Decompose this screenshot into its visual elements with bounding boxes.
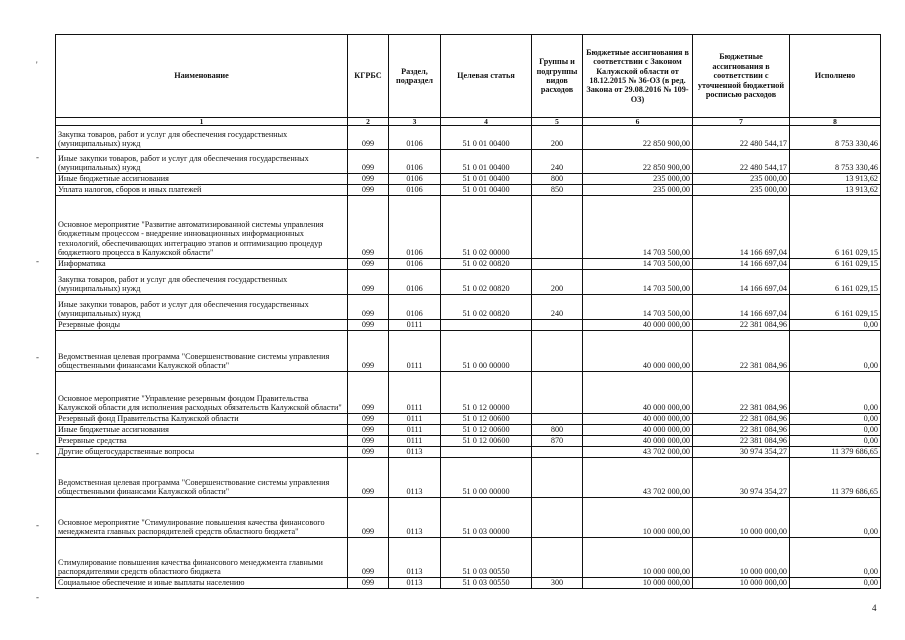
row-kgrbs: 099: [348, 126, 389, 150]
row-expense-group: 240: [532, 295, 583, 320]
row-target-article: [441, 447, 532, 458]
column-number: 5: [532, 118, 583, 126]
row-section: 0113: [389, 538, 441, 578]
row-expense-group: [532, 447, 583, 458]
column-number: 2: [348, 118, 389, 126]
row-target-article: 51 0 01 00400: [441, 126, 532, 150]
row-executed: 13 913,62: [790, 174, 881, 185]
row-expense-group: [532, 372, 583, 414]
row-name: Резервные средства: [56, 436, 348, 447]
margin-mark: ': [36, 60, 38, 70]
row-section: 0113: [389, 458, 441, 498]
table-row: [56, 372, 881, 414]
row-expense-group: 800: [532, 174, 583, 185]
header-budget-law: Бюджетные ассигнования в соответствии с Законом Калужской области от 18.12.2015 № 36-ОЗ (в ред. Закона от 29.08.2016 № 109-ОЗ): [583, 35, 693, 118]
row-budget-roster: 10 000 000,00: [693, 538, 790, 578]
row-budget-roster: 10 000 000,00: [693, 498, 790, 538]
row-section: 0113: [389, 498, 441, 538]
row-kgrbs: 099: [348, 320, 389, 331]
row-name: Основное мероприятие "Стимулирование повышения качества финансового менеджмента главных распорядителей средств областного бюджета": [56, 498, 348, 538]
row-name: Резервный фонд Правительства Калужской области: [56, 414, 348, 425]
row-target-article: 51 0 00 00000: [441, 331, 532, 372]
table-row: [56, 259, 881, 270]
row-budget-law: 40 000 000,00: [583, 372, 693, 414]
header-budget-roster: Бюджетные ассигнования в соответствии с уточненной бюджетной росписью расходов: [693, 35, 790, 118]
row-name: Уплата налогов, сборов и иных платежей: [56, 185, 348, 196]
row-executed: 0,00: [790, 498, 881, 538]
row-budget-roster: 10 000 000,00: [693, 578, 790, 589]
row-executed: 0,00: [790, 538, 881, 578]
row-kgrbs: 099: [348, 196, 389, 259]
row-expense-group: [532, 331, 583, 372]
table-row: [56, 538, 881, 578]
table-row: [56, 436, 881, 447]
row-expense-group: 800: [532, 425, 583, 436]
row-executed: 0,00: [790, 414, 881, 425]
row-name: Иные бюджетные ассигнования: [56, 425, 348, 436]
row-kgrbs: 099: [348, 174, 389, 185]
row-section: 0111: [389, 414, 441, 425]
row-expense-group: 870: [532, 436, 583, 447]
row-section: 0106: [389, 174, 441, 185]
row-target-article: 51 0 03 00000: [441, 498, 532, 538]
row-name: Резервные фонды: [56, 320, 348, 331]
row-name: Основное мероприятие "Развитие автоматизированной системы управления бюджетным процессом - внедрение инновационных информационных технологий, обеспечивающих интеграцию этапов и оптимизацию процедур бюджетного процесса в Калужской области": [56, 196, 348, 259]
row-name: Другие общегосударственные вопросы: [56, 447, 348, 458]
row-kgrbs: 099: [348, 331, 389, 372]
column-number: 4: [441, 118, 532, 126]
row-budget-law: 22 850 900,00: [583, 126, 693, 150]
row-budget-roster: 22 381 084,96: [693, 436, 790, 447]
margin-mark: -: [36, 256, 39, 266]
table-row: [56, 270, 881, 295]
row-budget-law: 14 703 500,00: [583, 196, 693, 259]
page-number: 4: [872, 603, 877, 613]
margin-mark: -: [36, 352, 39, 362]
row-section: 0111: [389, 425, 441, 436]
row-section: 0113: [389, 447, 441, 458]
row-target-article: 51 0 00 00000: [441, 458, 532, 498]
row-expense-group: [532, 414, 583, 425]
column-number: 6: [583, 118, 693, 126]
budget-table: [55, 34, 881, 589]
header-target-article: Целевая статья: [441, 35, 532, 118]
margin-mark: -: [36, 520, 39, 530]
row-section: 0106: [389, 126, 441, 150]
row-kgrbs: 099: [348, 538, 389, 578]
header-row: [56, 35, 881, 118]
margin-mark: -: [36, 448, 39, 458]
row-budget-law: 40 000 000,00: [583, 414, 693, 425]
row-kgrbs: 099: [348, 150, 389, 174]
row-expense-group: [532, 498, 583, 538]
header-executed: Исполнено: [790, 35, 881, 118]
row-budget-roster: 235 000,00: [693, 185, 790, 196]
row-budget-roster: 14 166 697,04: [693, 295, 790, 320]
row-expense-group: [532, 320, 583, 331]
row-expense-group: 200: [532, 270, 583, 295]
row-budget-law: 40 000 000,00: [583, 320, 693, 331]
row-section: 0106: [389, 185, 441, 196]
row-target-article: 51 0 01 00400: [441, 150, 532, 174]
table-row: [56, 150, 881, 174]
row-budget-law: 10 000 000,00: [583, 498, 693, 538]
column-number: 8: [790, 118, 881, 126]
row-target-article: 51 0 02 00820: [441, 270, 532, 295]
row-target-article: 51 0 03 00550: [441, 538, 532, 578]
row-name: Ведомственная целевая программа "Совершенствование системы управления общественными финансами Калужской области": [56, 458, 348, 498]
row-executed: 0,00: [790, 425, 881, 436]
row-target-article: 51 0 03 00550: [441, 578, 532, 589]
row-budget-roster: 22 381 084,96: [693, 425, 790, 436]
row-executed: 8 753 330,46: [790, 150, 881, 174]
table-row: [56, 196, 881, 259]
row-budget-roster: 30 974 354,27: [693, 458, 790, 498]
row-kgrbs: 099: [348, 185, 389, 196]
row-budget-law: 235 000,00: [583, 185, 693, 196]
row-target-article: 51 0 01 00400: [441, 185, 532, 196]
row-kgrbs: 099: [348, 436, 389, 447]
row-target-article: 51 0 12 00600: [441, 414, 532, 425]
row-name: Иные закупки товаров, работ и услуг для обеспечения государственных (муниципальных) нужд: [56, 150, 348, 174]
row-name: Иные бюджетные ассигнования: [56, 174, 348, 185]
row-executed: 11 379 686,65: [790, 447, 881, 458]
header-expense-group: Группы и подгруппы видов расходов: [532, 35, 583, 118]
row-section: 0106: [389, 295, 441, 320]
row-budget-law: 10 000 000,00: [583, 578, 693, 589]
row-executed: 13 913,62: [790, 185, 881, 196]
row-executed: 0,00: [790, 372, 881, 414]
table-body: [56, 126, 881, 589]
row-budget-roster: 22 381 084,96: [693, 331, 790, 372]
row-expense-group: [532, 538, 583, 578]
row-budget-roster: 22 381 084,96: [693, 372, 790, 414]
row-section: 0113: [389, 578, 441, 589]
header-section: Раздел, подраздел: [389, 35, 441, 118]
row-name: Закупка товаров, работ и услуг для обеспечения государственных (муниципальных) нужд: [56, 270, 348, 295]
row-kgrbs: 099: [348, 425, 389, 436]
row-executed: 0,00: [790, 331, 881, 372]
row-budget-law: 235 000,00: [583, 174, 693, 185]
row-section: 0111: [389, 331, 441, 372]
table-row: [56, 126, 881, 150]
row-expense-group: [532, 259, 583, 270]
table-row: [56, 425, 881, 436]
row-name: Информатика: [56, 259, 348, 270]
row-name: Закупка товаров, работ и услуг для обеспечения государственных (муниципальных) нужд: [56, 126, 348, 150]
row-budget-law: 14 703 500,00: [583, 295, 693, 320]
row-section: 0111: [389, 436, 441, 447]
row-name: Иные закупки товаров, работ и услуг для обеспечения государственных (муниципальных) нужд: [56, 295, 348, 320]
row-budget-roster: 14 166 697,04: [693, 196, 790, 259]
row-name: Социальное обеспечение и иные выплаты населению: [56, 578, 348, 589]
row-kgrbs: 099: [348, 372, 389, 414]
row-expense-group: 240: [532, 150, 583, 174]
row-expense-group: 300: [532, 578, 583, 589]
row-kgrbs: 099: [348, 498, 389, 538]
column-number: 1: [56, 118, 348, 126]
row-budget-law: 40 000 000,00: [583, 331, 693, 372]
row-name: Стимулирование повышения качества финансового менеджмента главными распорядителями средств областного бюджета: [56, 538, 348, 578]
row-section: 0106: [389, 270, 441, 295]
row-target-article: 51 0 12 00600: [441, 425, 532, 436]
row-budget-law: 10 000 000,00: [583, 538, 693, 578]
row-executed: 0,00: [790, 320, 881, 331]
row-target-article: 51 0 02 00820: [441, 295, 532, 320]
row-expense-group: [532, 196, 583, 259]
row-kgrbs: 099: [348, 578, 389, 589]
row-budget-roster: 22 381 084,96: [693, 414, 790, 425]
row-budget-law: 14 703 500,00: [583, 270, 693, 295]
row-budget-law: 43 702 000,00: [583, 447, 693, 458]
row-executed: 6 161 029,15: [790, 295, 881, 320]
row-target-article: [441, 320, 532, 331]
row-target-article: 51 0 02 00820: [441, 259, 532, 270]
row-budget-law: 22 850 900,00: [583, 150, 693, 174]
table-row: [56, 174, 881, 185]
row-name: Ведомственная целевая программа "Совершенствование системы управления общественными финансами Калужской области": [56, 331, 348, 372]
row-executed: 6 161 029,15: [790, 259, 881, 270]
row-budget-roster: 30 974 354,27: [693, 447, 790, 458]
row-budget-roster: 235 000,00: [693, 174, 790, 185]
row-target-article: 51 0 12 00000: [441, 372, 532, 414]
row-target-article: 51 0 02 00000: [441, 196, 532, 259]
row-budget-law: 14 703 500,00: [583, 259, 693, 270]
table-row: [56, 185, 881, 196]
table-row: [56, 320, 881, 331]
table-row: [56, 295, 881, 320]
table-row: [56, 458, 881, 498]
margin-mark: -: [36, 592, 39, 602]
row-section: 0106: [389, 259, 441, 270]
row-kgrbs: 099: [348, 414, 389, 425]
table-row: [56, 578, 881, 589]
row-section: 0106: [389, 196, 441, 259]
row-target-article: 51 0 12 00600: [441, 436, 532, 447]
row-kgrbs: 099: [348, 270, 389, 295]
table-row: [56, 331, 881, 372]
row-executed: 8 753 330,46: [790, 126, 881, 150]
row-executed: 0,00: [790, 436, 881, 447]
row-executed: 6 161 029,15: [790, 196, 881, 259]
row-budget-law: 43 702 000,00: [583, 458, 693, 498]
row-budget-law: 40 000 000,00: [583, 436, 693, 447]
row-executed: 0,00: [790, 578, 881, 589]
margin-mark: -: [36, 152, 39, 162]
row-expense-group: [532, 458, 583, 498]
row-name: Основное мероприятие "Управление резервным фондом Правительства Калужской области для исполнения расходных обязательств Калужской области": [56, 372, 348, 414]
row-kgrbs: 099: [348, 447, 389, 458]
row-target-article: 51 0 01 00400: [441, 174, 532, 185]
column-number: 3: [389, 118, 441, 126]
row-budget-roster: 22 480 544,17: [693, 150, 790, 174]
row-kgrbs: 099: [348, 295, 389, 320]
table-row: [56, 498, 881, 538]
header-kgrbs: КГРБС: [348, 35, 389, 118]
row-budget-roster: 14 166 697,04: [693, 259, 790, 270]
row-section: 0106: [389, 150, 441, 174]
table-row: [56, 447, 881, 458]
header-name: Наименование: [56, 35, 348, 118]
row-kgrbs: 099: [348, 259, 389, 270]
row-expense-group: 850: [532, 185, 583, 196]
row-budget-law: 40 000 000,00: [583, 425, 693, 436]
row-kgrbs: 099: [348, 458, 389, 498]
row-budget-roster: 22 480 544,17: [693, 126, 790, 150]
row-section: 0111: [389, 320, 441, 331]
row-budget-roster: 14 166 697,04: [693, 270, 790, 295]
row-expense-group: 200: [532, 126, 583, 150]
row-budget-roster: 22 381 084,96: [693, 320, 790, 331]
row-section: 0111: [389, 372, 441, 414]
column-number-row: [56, 118, 881, 126]
table-row: [56, 414, 881, 425]
row-executed: 6 161 029,15: [790, 270, 881, 295]
column-number: 7: [693, 118, 790, 126]
row-executed: 11 379 686,65: [790, 458, 881, 498]
